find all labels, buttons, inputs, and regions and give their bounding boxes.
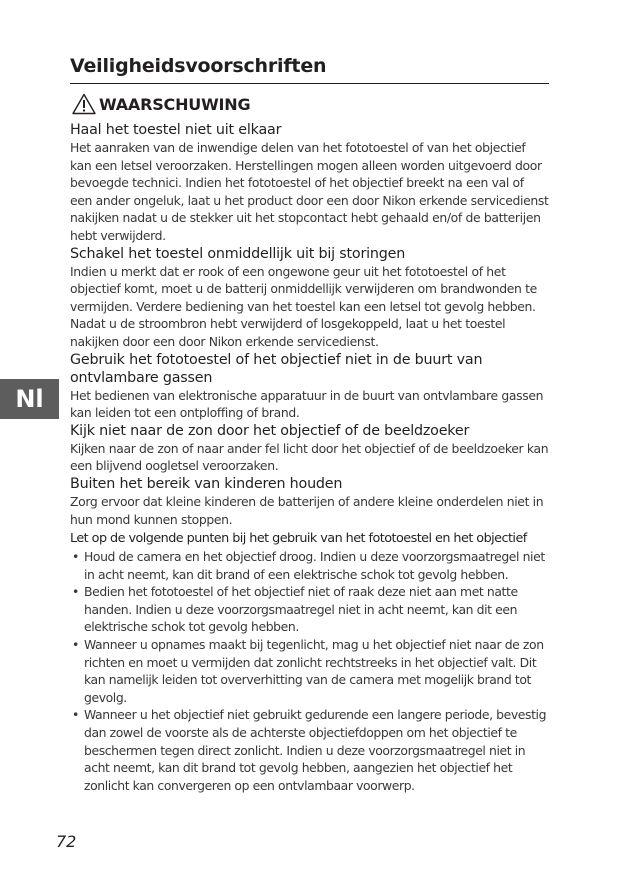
section-heading: Schakel het toestel onmiddellijk uit bij storingen [70,245,406,262]
warning-label: WAARSCHUWING [99,94,251,114]
section-heading: Gebruik het fototoestel of het objectief niet in de buurt van ontvlambare gassen [70,351,483,386]
list-item [70,636,549,706]
bullet-icon: • [72,584,79,600]
page-number: 72 [56,832,77,851]
list-item-text: Wanneer u het objectief niet gebruikt gedurende een langere periode, bevestig dan zowel de voorste als de achterste objectiefdoppen om het objectief te beschermen tegen direct zonlicht. Indien u deze voorzorgsmaatregel niet in acht neemt, kan dit brand tot gevolg hebben, aangezien het objectief het zonlicht kan convergeren op een ontvlambaar voorwerp. [84,707,547,793]
bullet-icon: • [72,637,79,653]
precautions-list [70,548,549,794]
list-item-text: Bedien het fototoestel of het objectief niet of raak deze niet aan met natte handen. Indien u deze voorzorgsmaatregel niet in acht neemt, kan dit een elektrische schok tot gevolg hebben. [84,584,518,635]
list-item-text: Houd de camera en het objectief droog. Indien u deze voorzorgsmaatregel niet in acht neemt, kan dit brand of een elektrische schok tot gevolg hebben. [84,549,545,582]
section-body: Zorg ervoor dat kleine kinderen de batterijen of andere kleine onderdelen niet in hun mond kunnen stoppen. [70,493,544,527]
list-item-text: Wanneer u opnames maakt bij tegenlicht, mag u het objectief niet naar de zon richten en moet u vermijden dat zonlicht rechtstreeks in het objectief valt. Dit kan namelijk leiden tot oververhitting van de camera met mogelijk brand tot gevolg. [84,637,544,705]
safety-content [70,121,549,794]
section-body: Indien u merkt dat er rook of een ongewone geur uit het fototoestel of het objectief komt, moet u de batterij onmiddellijk verwijderen om brandwonden te vermijden. Verdere bediening van het toestel kan een letsel tot gevolg hebben. Nadat u de stroombron hebt verwijderd of losgekoppeld, laat u het toestel nakijken door een door Nikon erkende servicedienst. [70,263,537,349]
section-heading: Kijk niet naar de zon door het objectief of de beeldzoeker [70,422,470,439]
title-divider [70,83,549,84]
list-item [70,706,549,794]
section-heading: Buiten het bereik van kinderen houden [70,475,343,492]
language-tab: Nl [0,379,59,419]
bullet-icon: • [72,707,79,723]
section-body: Kijken naar de zon of naar ander fel licht door het objectief of de beeldzoeker kan een blijvend oogletsel veroorzaken. [70,440,549,474]
list-item [70,583,549,636]
section-body: Het aanraken van de inwendige delen van het fototoestel of van het objectief kan een letsel veroorzaken. Herstellingen mogen alleen worden uitgevoerd door bevoegde technici. Indien het fototoestel of het objectief breekt na een val of een ander ongeluk, laat u het product door een door Nikon erkende servicedienst nakijken nadat u de stekker uit het stopcontact hebt gehaald en/of de batterijen hebt verwijderd. [70,140,549,243]
bullet-icon: • [72,549,79,565]
warning-header [72,92,250,116]
precautions-list-heading: Let op de volgende punten bij het gebruik van het fototoestel en het objectief [70,531,527,547]
list-item [70,548,549,583]
page-title: Veiligheidsvoorschriften [70,55,327,77]
warning-triangle-icon [72,93,96,115]
section-heading: Haal het toestel niet uit elkaar [70,122,282,138]
section-body: Het bedienen van elektronische apparatuur in de buurt van ontvlambare gassen kan leiden tot een ontploffing of brand. [70,387,544,421]
